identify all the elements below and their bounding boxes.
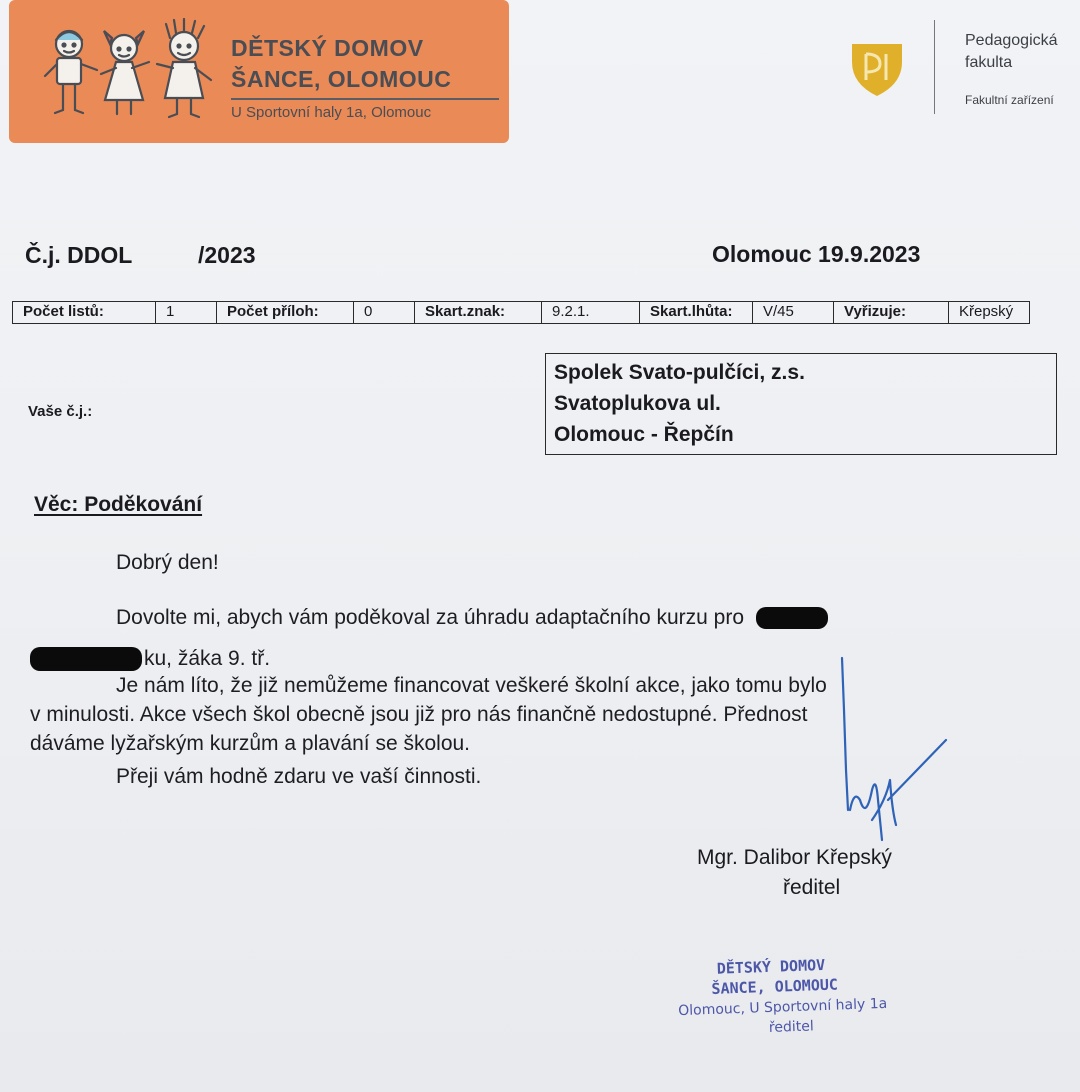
stamp-line1: DĚTSKÝ DOMOV: [716, 955, 826, 978]
redaction-mark: [30, 647, 142, 671]
body-text-span: ku, žáka 9. tř.: [144, 647, 271, 670]
info-value-shred-code: 9.2.1.: [542, 302, 640, 323]
info-label-shred-code: Skart.znak:: [415, 302, 542, 323]
faculty-divider: [934, 20, 935, 114]
stamp-line4: ředitel: [768, 1018, 814, 1036]
letterhead-banner: [9, 0, 509, 143]
info-label-handler: Vyřizuje:: [834, 302, 949, 323]
signatory-role: ředitel: [783, 876, 841, 899]
body-p1-line2: [30, 644, 270, 673]
letter-date: Olomouc 19.9.2023: [712, 241, 921, 267]
info-value-shred-period: V/45: [753, 302, 834, 323]
org-address: U Sportovní haly 1a, Olomouc: [231, 104, 432, 121]
signatory-name: Mgr. Dalibor Křepský: [697, 846, 892, 869]
org-name-line1: DĚTSKÝ DOMOV: [231, 35, 424, 61]
info-label-shred-period: Skart.lhůta:: [640, 302, 753, 323]
info-label-attachments: Počet příloh:: [217, 302, 354, 323]
official-stamp: [675, 953, 918, 1051]
your-reference-label: Vaše č.j.:: [28, 403, 93, 420]
body-text-span: Dovolte mi, abych vám poděkoval za úhradu adaptačního kurzu pro: [116, 606, 745, 629]
records-info-table: [12, 301, 1030, 324]
faculty-shield-icon: [848, 40, 906, 98]
redaction-mark: [756, 607, 828, 629]
children-logo-icon: [39, 18, 219, 126]
body-p2-line1: Je nám líto, že již nemůžeme financovat veškeré školní akce, jako tomu bylo: [116, 674, 827, 697]
banner-divider: [231, 98, 499, 100]
recipient-line: Spolek Svato-pulčíci, z.s.: [554, 361, 805, 384]
body-p2-line3: dáváme lyžařským kurzům a plavání se školou.: [30, 732, 471, 755]
recipient-line: Olomouc - Řepčín: [554, 423, 734, 446]
stamp-line2: ŠANCE, OLOMOUC: [711, 975, 839, 998]
org-name: [231, 33, 451, 95]
info-value-handler: Křepský: [959, 303, 1014, 320]
recipient-address-box: [545, 353, 1057, 455]
reference-year: /2023: [198, 242, 256, 268]
faculty-name-line2: fakulta: [965, 54, 1013, 71]
info-value-sheets: 1: [156, 302, 217, 323]
greeting: Dobrý den!: [116, 551, 219, 574]
faculty-name-line1: Pedagogická: [965, 32, 1058, 49]
body-p3: Přeji vám hodně zdaru ve vaší činnosti.: [116, 765, 482, 788]
stamp-line3: Olomouc, U Sportovní haly 1a: [677, 995, 888, 1020]
info-value-attachments: 0: [354, 302, 415, 323]
faculty-name: [965, 30, 1058, 74]
info-label-sheets: Počet listů:: [13, 302, 156, 323]
faculty-subtitle: Fakultní zařízení: [965, 93, 1054, 107]
recipient-line: Svatoplukova ul.: [554, 392, 721, 415]
subject-line: Věc: Poděkování: [34, 493, 203, 516]
reference-number: Č.j. DDOL: [25, 242, 133, 268]
body-p2-line2: v minulosti. Akce všech škol obecně jsou již pro nás finančně nedostupné. Přednost: [30, 703, 808, 726]
signature-scribble-icon: [826, 650, 966, 860]
body-p1-line1: [116, 603, 828, 632]
org-name-line2: ŠANCE, OLOMOUC: [231, 66, 452, 92]
